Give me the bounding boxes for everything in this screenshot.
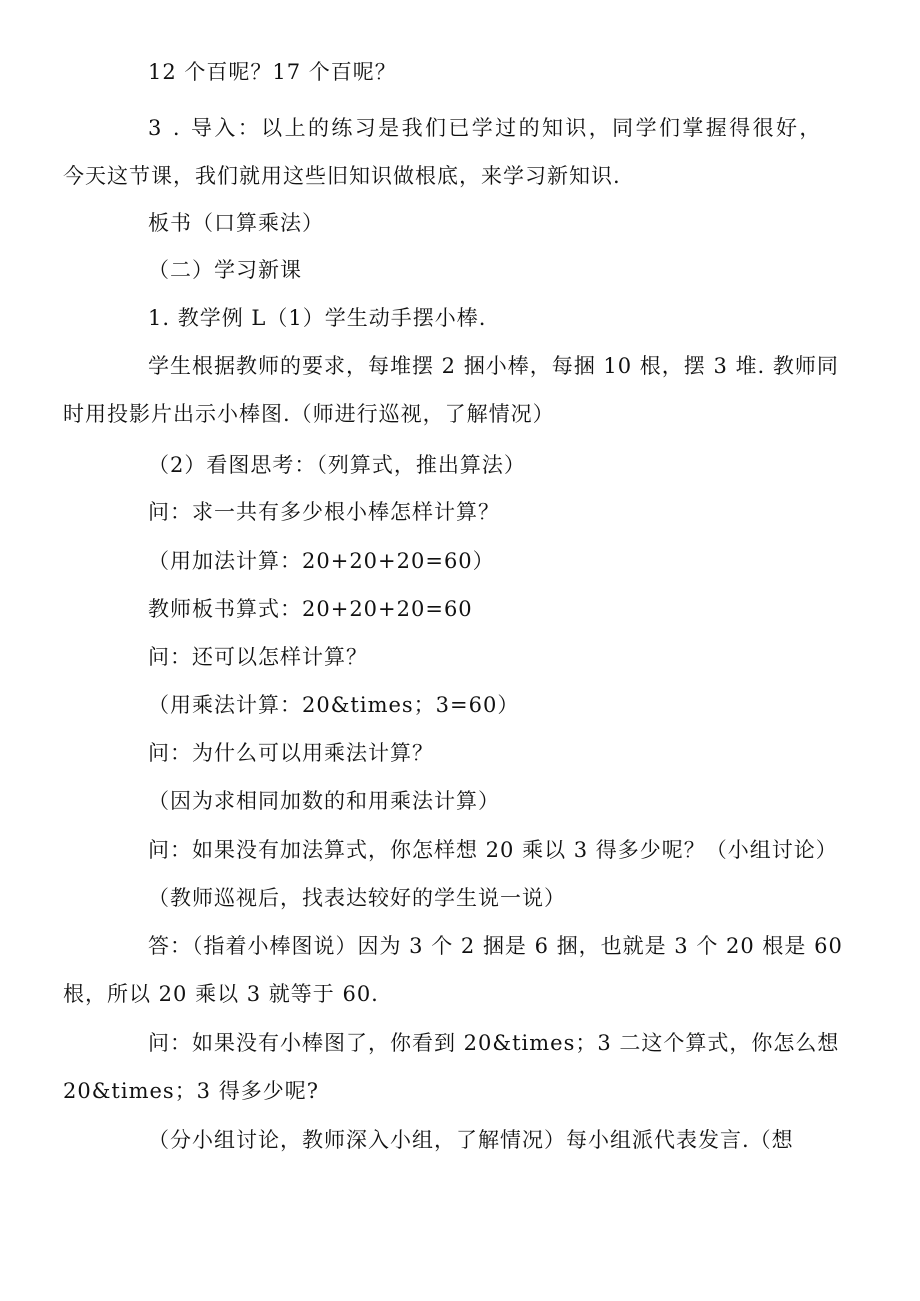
paragraph-line: 根，所以 20 乘以 3 就等于 60. <box>63 982 379 1006</box>
paragraph-line: 问：求一共有多少根小棒怎样计算？ <box>148 500 500 524</box>
paragraph-line: 问：为什么可以用乘法计算？ <box>148 741 434 765</box>
paragraph-line: 3 . 导入：以上的练习是我们已学过的知识，同学们掌握得很好， <box>148 116 823 140</box>
paragraph-line: 学生根据教师的要求，每堆摆 2 捆小棒，每捆 10 根，摆 3 堆. 教师同 <box>148 354 839 378</box>
paragraph-line: 12 个百呢？17 个百呢？ <box>148 60 397 84</box>
paragraph-line: 20&times；3 得多少呢? <box>63 1079 319 1103</box>
paragraph-line: 问：如果没有加法算式，你怎样想 20 乘以 3 得多少呢？（小组讨论） <box>148 838 838 862</box>
paragraph-line: 问：还可以怎样计算？ <box>148 645 368 669</box>
paragraph-line: （2）看图思考：（列算式，推出算法） <box>148 453 526 477</box>
paragraph-line: （用加法计算：20+20+20=60） <box>148 549 495 573</box>
section-heading: （二）学习新课 <box>148 258 302 282</box>
paragraph-line: 教师板书算式：20+20+20=60 <box>148 597 473 621</box>
paragraph-line: （教师巡视后，找表达较好的学生说一说） <box>148 886 566 910</box>
paragraph-line: 今天这节课，我们就用这些旧知识做根底，来学习新知识. <box>63 164 621 188</box>
paragraph-line: （分小组讨论，教师深入小组，了解情况）每小组派代表发言.（想 <box>148 1128 794 1152</box>
paragraph-line: 答：（指着小棒图说）因为 3 个 2 捆是 6 捆，也就是 3 个 20 根是 60 <box>148 934 843 958</box>
paragraph-line: 板书（口算乘法） <box>148 211 324 235</box>
paragraph-line: （用乘法计算：20&times；3=60） <box>148 693 520 717</box>
paragraph-line: （因为求相同加数的和用乘法计算） <box>148 789 500 813</box>
paragraph-line: 1. 教学例 L（1）学生动手摆小棒. <box>148 306 487 330</box>
paragraph-line: 问：如果没有小棒图了，你看到 20&times；3 二这个算式，你怎么想 <box>148 1031 840 1055</box>
paragraph-line: 时用投影片出示小棒图.（师进行巡视，了解情况） <box>63 402 555 426</box>
